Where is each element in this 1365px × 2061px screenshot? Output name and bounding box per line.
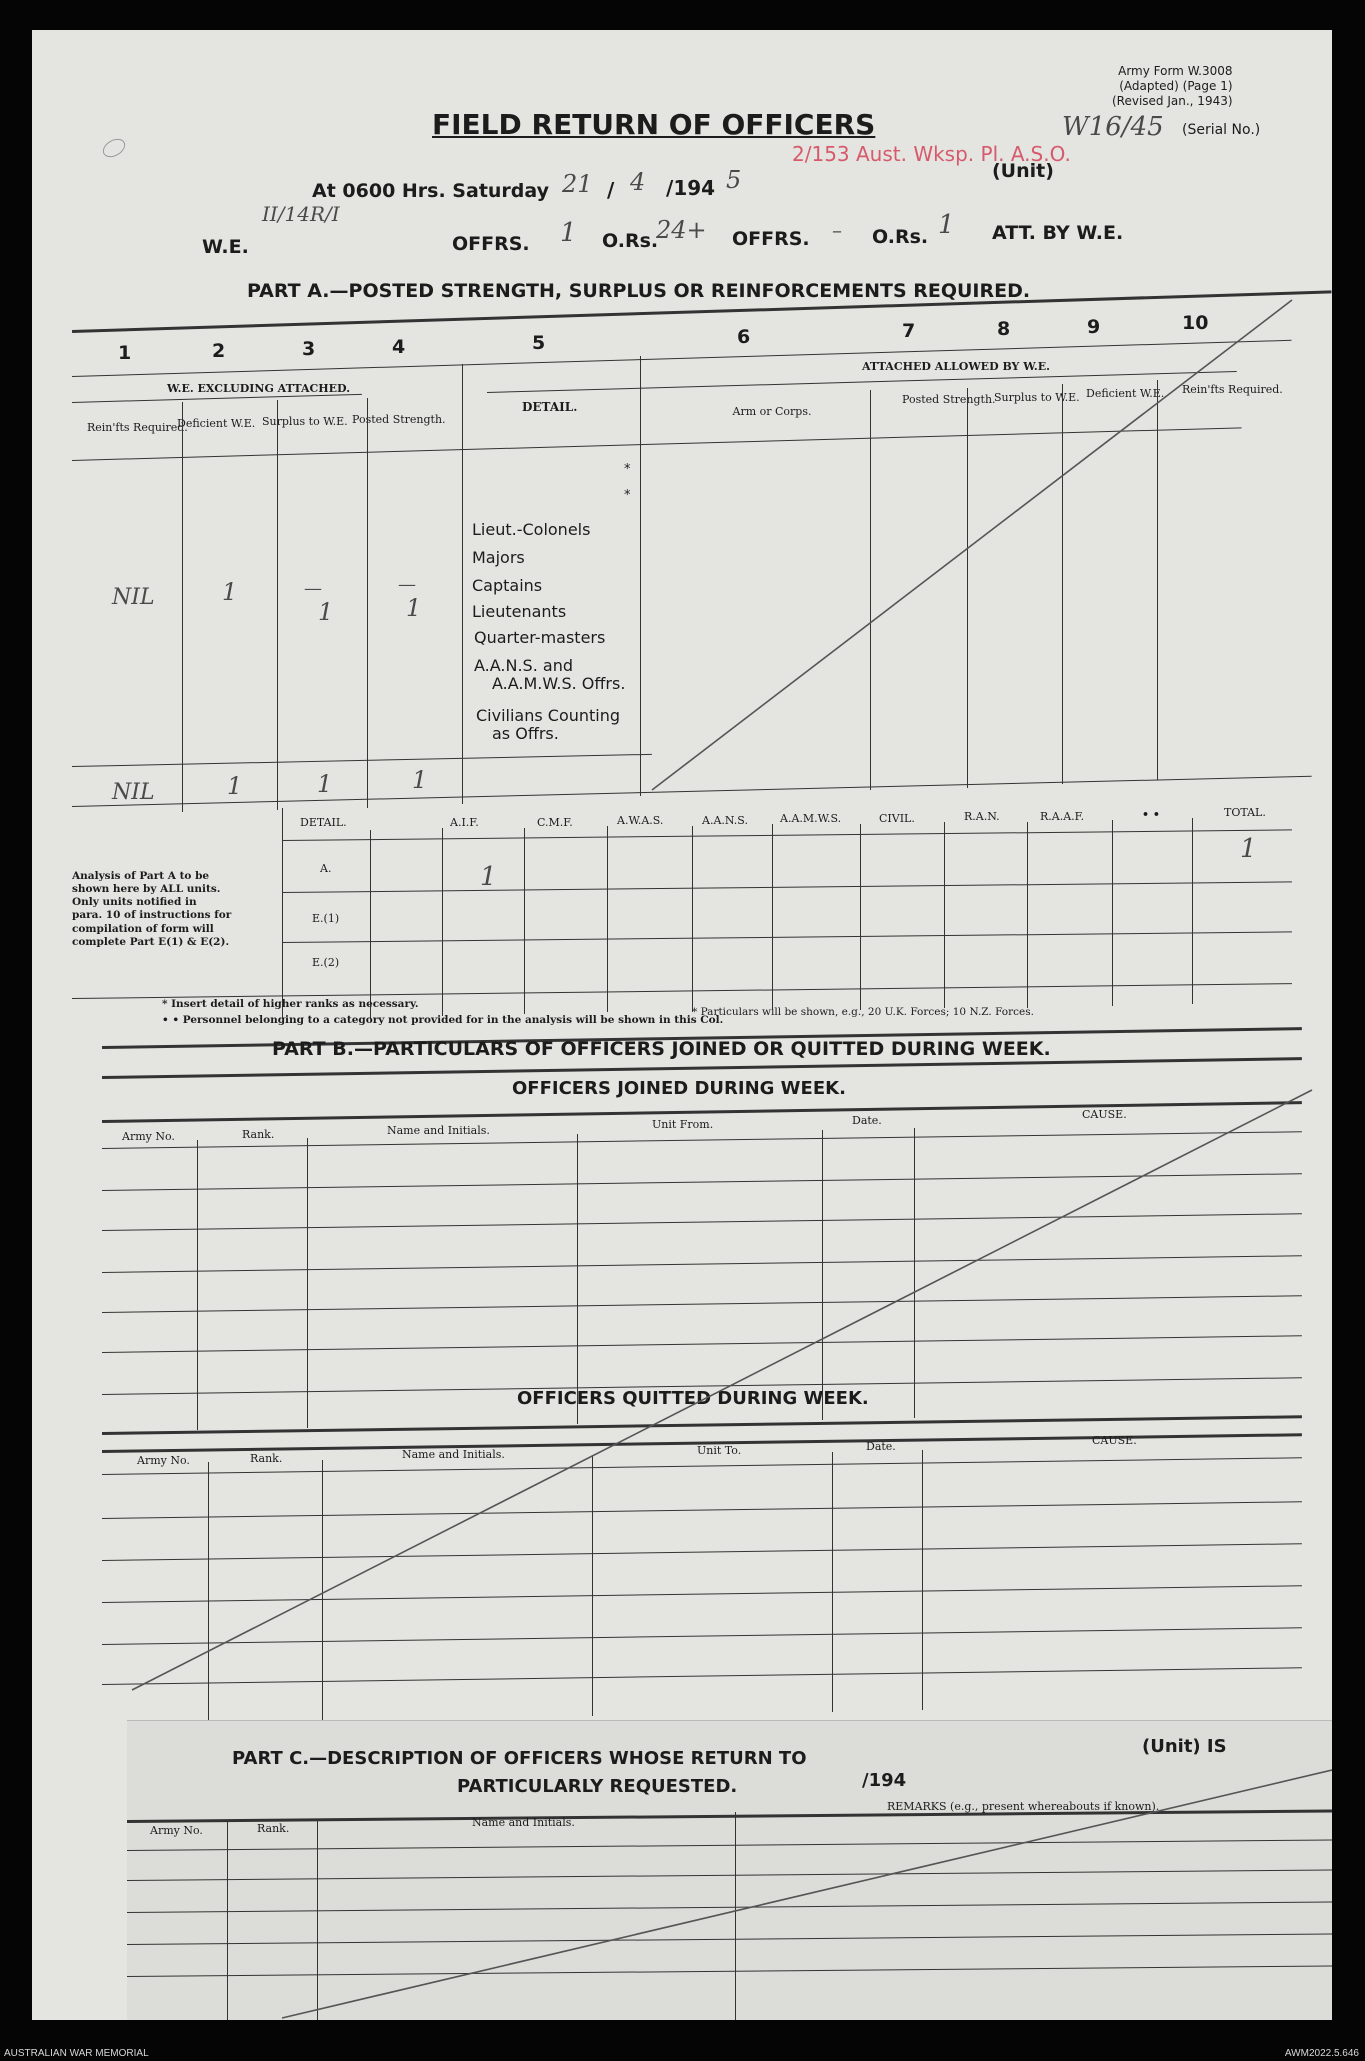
quitted-col-unit-to: Unit To. — [697, 1444, 742, 1457]
rank-majors: Majors — [472, 548, 525, 567]
footer-left: AUSTRALIAN WAR MEMORIAL — [4, 2048, 149, 2059]
entry-surplus-dash: — — [304, 578, 322, 599]
joined-col-rank: Rank. — [242, 1128, 275, 1141]
entry-posted-dash: — — [398, 574, 416, 595]
entry-reinf: NIL — [112, 585, 155, 610]
quitted-col-rank: Rank. — [250, 1452, 283, 1465]
part-c-unit-is: (Unit) IS — [1142, 1736, 1227, 1757]
part-b-title: PART B.—PARTICULARS OF OFFICERS JOINED OR QUITTED DURING WEEK. — [272, 1038, 1051, 1060]
rank-captains: Captains — [472, 576, 543, 595]
part-a-title: PART A.—POSTED STRENGTH, SURPLUS OR REINFORCEMENTS REQUIRED. — [247, 280, 1031, 302]
entry-surplus: 1 — [318, 598, 334, 626]
part-c-col-remarks: REMARKS (e.g., present whereabouts if known). — [887, 1800, 1160, 1813]
offrs2-label: OFFRS. — [732, 228, 810, 250]
total-surplus: 1 — [317, 770, 333, 798]
analysis-row-e1: E.(1) — [312, 912, 340, 925]
part-c-title-line1: PART C.—DESCRIPTION OF OFFICERS WHOSE RETURN TO — [232, 1748, 807, 1769]
quitted-col-army-no: Army No. — [137, 1454, 190, 1467]
header-deficient-we-att: Deficient W.E. — [1086, 387, 1165, 400]
footnote-1: * Insert detail of higher ranks as necessary. — [162, 998, 419, 1010]
part-c-col-name: Name and Initials. — [472, 1816, 575, 1829]
entry-deficient: 1 — [222, 578, 238, 606]
joined-title: OFFICERS JOINED DURING WEEK. — [512, 1078, 846, 1099]
ors-value: 24+ — [656, 216, 707, 244]
serial-label: (Serial No.) — [1182, 122, 1261, 138]
unit-stamp: 2/153 Aust. Wksp. Pl. A.S.O. — [792, 142, 1071, 166]
rank-lieutenants: Lieutenants — [472, 602, 567, 621]
serial-number: W16/45 — [1062, 112, 1164, 142]
form-id-line2: (Adapted) (Page 1) — [1119, 79, 1233, 93]
analysis-note: Analysis of Part A to be shown here by ALL units. Only units notified in para. 10 of instructions for compilation of form will complete Part E(1) & E(2). — [72, 870, 232, 948]
analysis-total-value: 1 — [1240, 834, 1257, 864]
star-1: * — [624, 462, 631, 477]
offrs-label: OFFRS. — [452, 233, 530, 255]
quitted-col-date: Date. — [866, 1440, 896, 1453]
part-c-col-army-no: Army No. — [150, 1824, 203, 1837]
date-year-printed: 194 — [673, 176, 716, 200]
rank-civilians: Civilians Counting — [476, 706, 621, 725]
rank-aans: A.A.N.S. and — [474, 656, 573, 675]
footer-right: AWM2022.5.646 — [1284, 2048, 1359, 2059]
analysis-row-e2: E.(2) — [312, 956, 340, 969]
date-month: 4 — [630, 168, 646, 196]
unit-label: (Unit) — [992, 160, 1054, 182]
header-arm-corps: Arm or Corps. — [732, 405, 812, 418]
ors-label: O.Rs. — [602, 230, 659, 252]
cancellation-strokes — [32, 30, 1332, 2020]
cancel-stroke-part-a — [652, 300, 1292, 790]
part-c-col-rank: Rank. — [257, 1822, 290, 1835]
offrs2-value: – — [832, 218, 842, 242]
we-value: II/14R/I — [262, 202, 340, 226]
header-posted-strength: Posted Strength. — [352, 413, 446, 426]
quitted-title: OFFICERS QUITTED DURING WEEK. — [517, 1388, 869, 1409]
header-reinf-required: Rein'fts Required. — [87, 421, 188, 434]
total-deficient: 1 — [227, 772, 243, 800]
header-surplus-we: Surplus to W.E. — [262, 415, 348, 428]
rank-aamws: A.A.M.W.S. Offrs. — [492, 674, 626, 693]
form-title: FIELD RETURN OF OFFICERS — [432, 108, 876, 141]
footnote-2: • • Personnel belonging to a category not provided for in the analysis will be shown in this Col. — [162, 1014, 724, 1026]
form-page: Army Form W.3008 (Adapted) (Page 1) (Revised Jan., 1943) FIELD RETURN OF OFFICERS W16/45 (Serial No.) 2/153 Aust. Wksp. Pl. A.S.O. At 0600 Hrs. Saturday 21 / 4 /194 5 (Unit) W.E. II/14R/I OFFRS. 1 O.Rs. 24+ OFFRS. – O.Rs. 1 ATT. BY W.E. PART A.—POSTED STRENGTH, SURPLUS OR REINFORCEMENTS REQUIRED. 1 2 3 4 5 6 7 8 9 10 W.E. EXCLUDING ATTACHED. ATTACHED ALLOWED BY W.E. Rein'fts Required. Deficient W.E. Surplus to W.E. Posted Strength. DETAIL. Arm or Corps. Posted Strength. Surplus to W.E. Deficient W.E. Rein'fts Required. * * Lieut.-Colonels Majors Captains Lieutenants Quarter-masters A.A.N.S. and A.A.M.W.S. Offrs. Civilians Counting as Offrs. NIL 1 — 1 — 1 NIL 1 1 1 Analysis of Part A to be shown here by ALL units. Only units notified in para. 10 of instructions for compilation of form will complete Part E(1) & E(2). DETAIL. A. E.(1) E.(2) A.I.F. C.M.F. A.W.A.S. A.A.N.S. A.A.M.W.S. CIVIL. R.A.N. R.A.A.F. • • TOTAL. 1 1 * Insert detail of higher ranks as necessary. • • Personnel belonging to a category not provided for in the analysis will be shown in this Col. * Particulars will be shown, e.g., 20 U.K. Forces; 10 N.Z. Forces. PART B.—PARTICULARS OF OFFICERS JOINED OR QUITTED DURING WEEK. OFFICERS JOINED DURING WEEK. Army No. Rank. Name and Initials. Unit From. Date. CAUSE. OFFICERS QUITTED DURING WEEK. Army No. Rank. Name and Initials. Unit To. Date. CAUSE. PART C.—DESCRIPTION OF OFFICERS WHOSE RETURN TO (Unit) IS PARTICULARLY REQUESTED. /194 Army No. Rank. Name and Initials. REMARKS (e.g., present whereabouts if known). — [32, 30, 1332, 2020]
star-2: * — [624, 488, 631, 503]
header-reinf-required-att: Rein'fts Required. — [1182, 383, 1283, 396]
header-surplus-we-att: Surplus to W.E. — [994, 391, 1080, 404]
att-label: ATT. BY W.E. — [992, 222, 1124, 244]
joined-col-name: Name and Initials. — [387, 1124, 490, 1137]
cancel-stroke-part-c — [282, 1770, 1332, 2018]
header-deficient-we: Deficient W.E. — [177, 417, 256, 430]
part-c-year: /194 — [862, 1770, 907, 1791]
total-reinf: NIL — [112, 780, 155, 805]
at-label: At 0600 Hrs. Saturday — [312, 180, 550, 202]
analysis-row-a: A. — [320, 862, 332, 875]
analysis-aif-value: 1 — [480, 862, 497, 892]
rank-quarter-masters: Quarter-masters — [474, 628, 606, 647]
form-id-line1: Army Form W.3008 — [1118, 64, 1233, 78]
form-id-line3: (Revised Jan., 1943) — [1112, 94, 1233, 108]
ors2-label: O.Rs. — [872, 226, 929, 248]
we-excluding-attached-header: W.E. EXCLUDING ATTACHED. — [167, 382, 351, 395]
joined-col-army-no: Army No. — [122, 1130, 175, 1143]
cancel-stroke-part-b — [132, 1090, 1312, 1690]
ors2-value: 1 — [938, 210, 955, 240]
header-posted-strength-att: Posted Strength. — [902, 393, 996, 406]
rank-lieut-colonels: Lieut.-Colonels — [472, 520, 591, 539]
date-year-hand: 5 — [726, 166, 742, 194]
part-c-title-line2: PARTICULARLY REQUESTED. — [457, 1776, 738, 1797]
joined-col-cause: CAUSE. — [1082, 1108, 1127, 1121]
joined-col-unit-from: Unit From. — [652, 1118, 714, 1131]
date-day: 21 — [562, 170, 593, 198]
header-detail: DETAIL. — [522, 400, 578, 414]
quitted-col-cause: CAUSE. — [1092, 1434, 1137, 1447]
entry-posted: 1 — [406, 594, 422, 622]
attached-allowed-header: ATTACHED ALLOWED BY W.E. — [862, 360, 1050, 373]
rank-as-offrs: as Offrs. — [492, 724, 559, 743]
offrs-value: 1 — [560, 218, 577, 248]
footnote-1b: * Particulars will be shown, e.g., 20 U.K. Forces; 10 N.Z. Forces. — [692, 1006, 1034, 1018]
analysis-detail-label: DETAIL. — [300, 816, 347, 829]
joined-col-date: Date. — [852, 1114, 882, 1127]
we-label: W.E. — [202, 236, 249, 258]
total-posted: 1 — [412, 766, 428, 794]
quitted-col-name: Name and Initials. — [402, 1448, 505, 1461]
